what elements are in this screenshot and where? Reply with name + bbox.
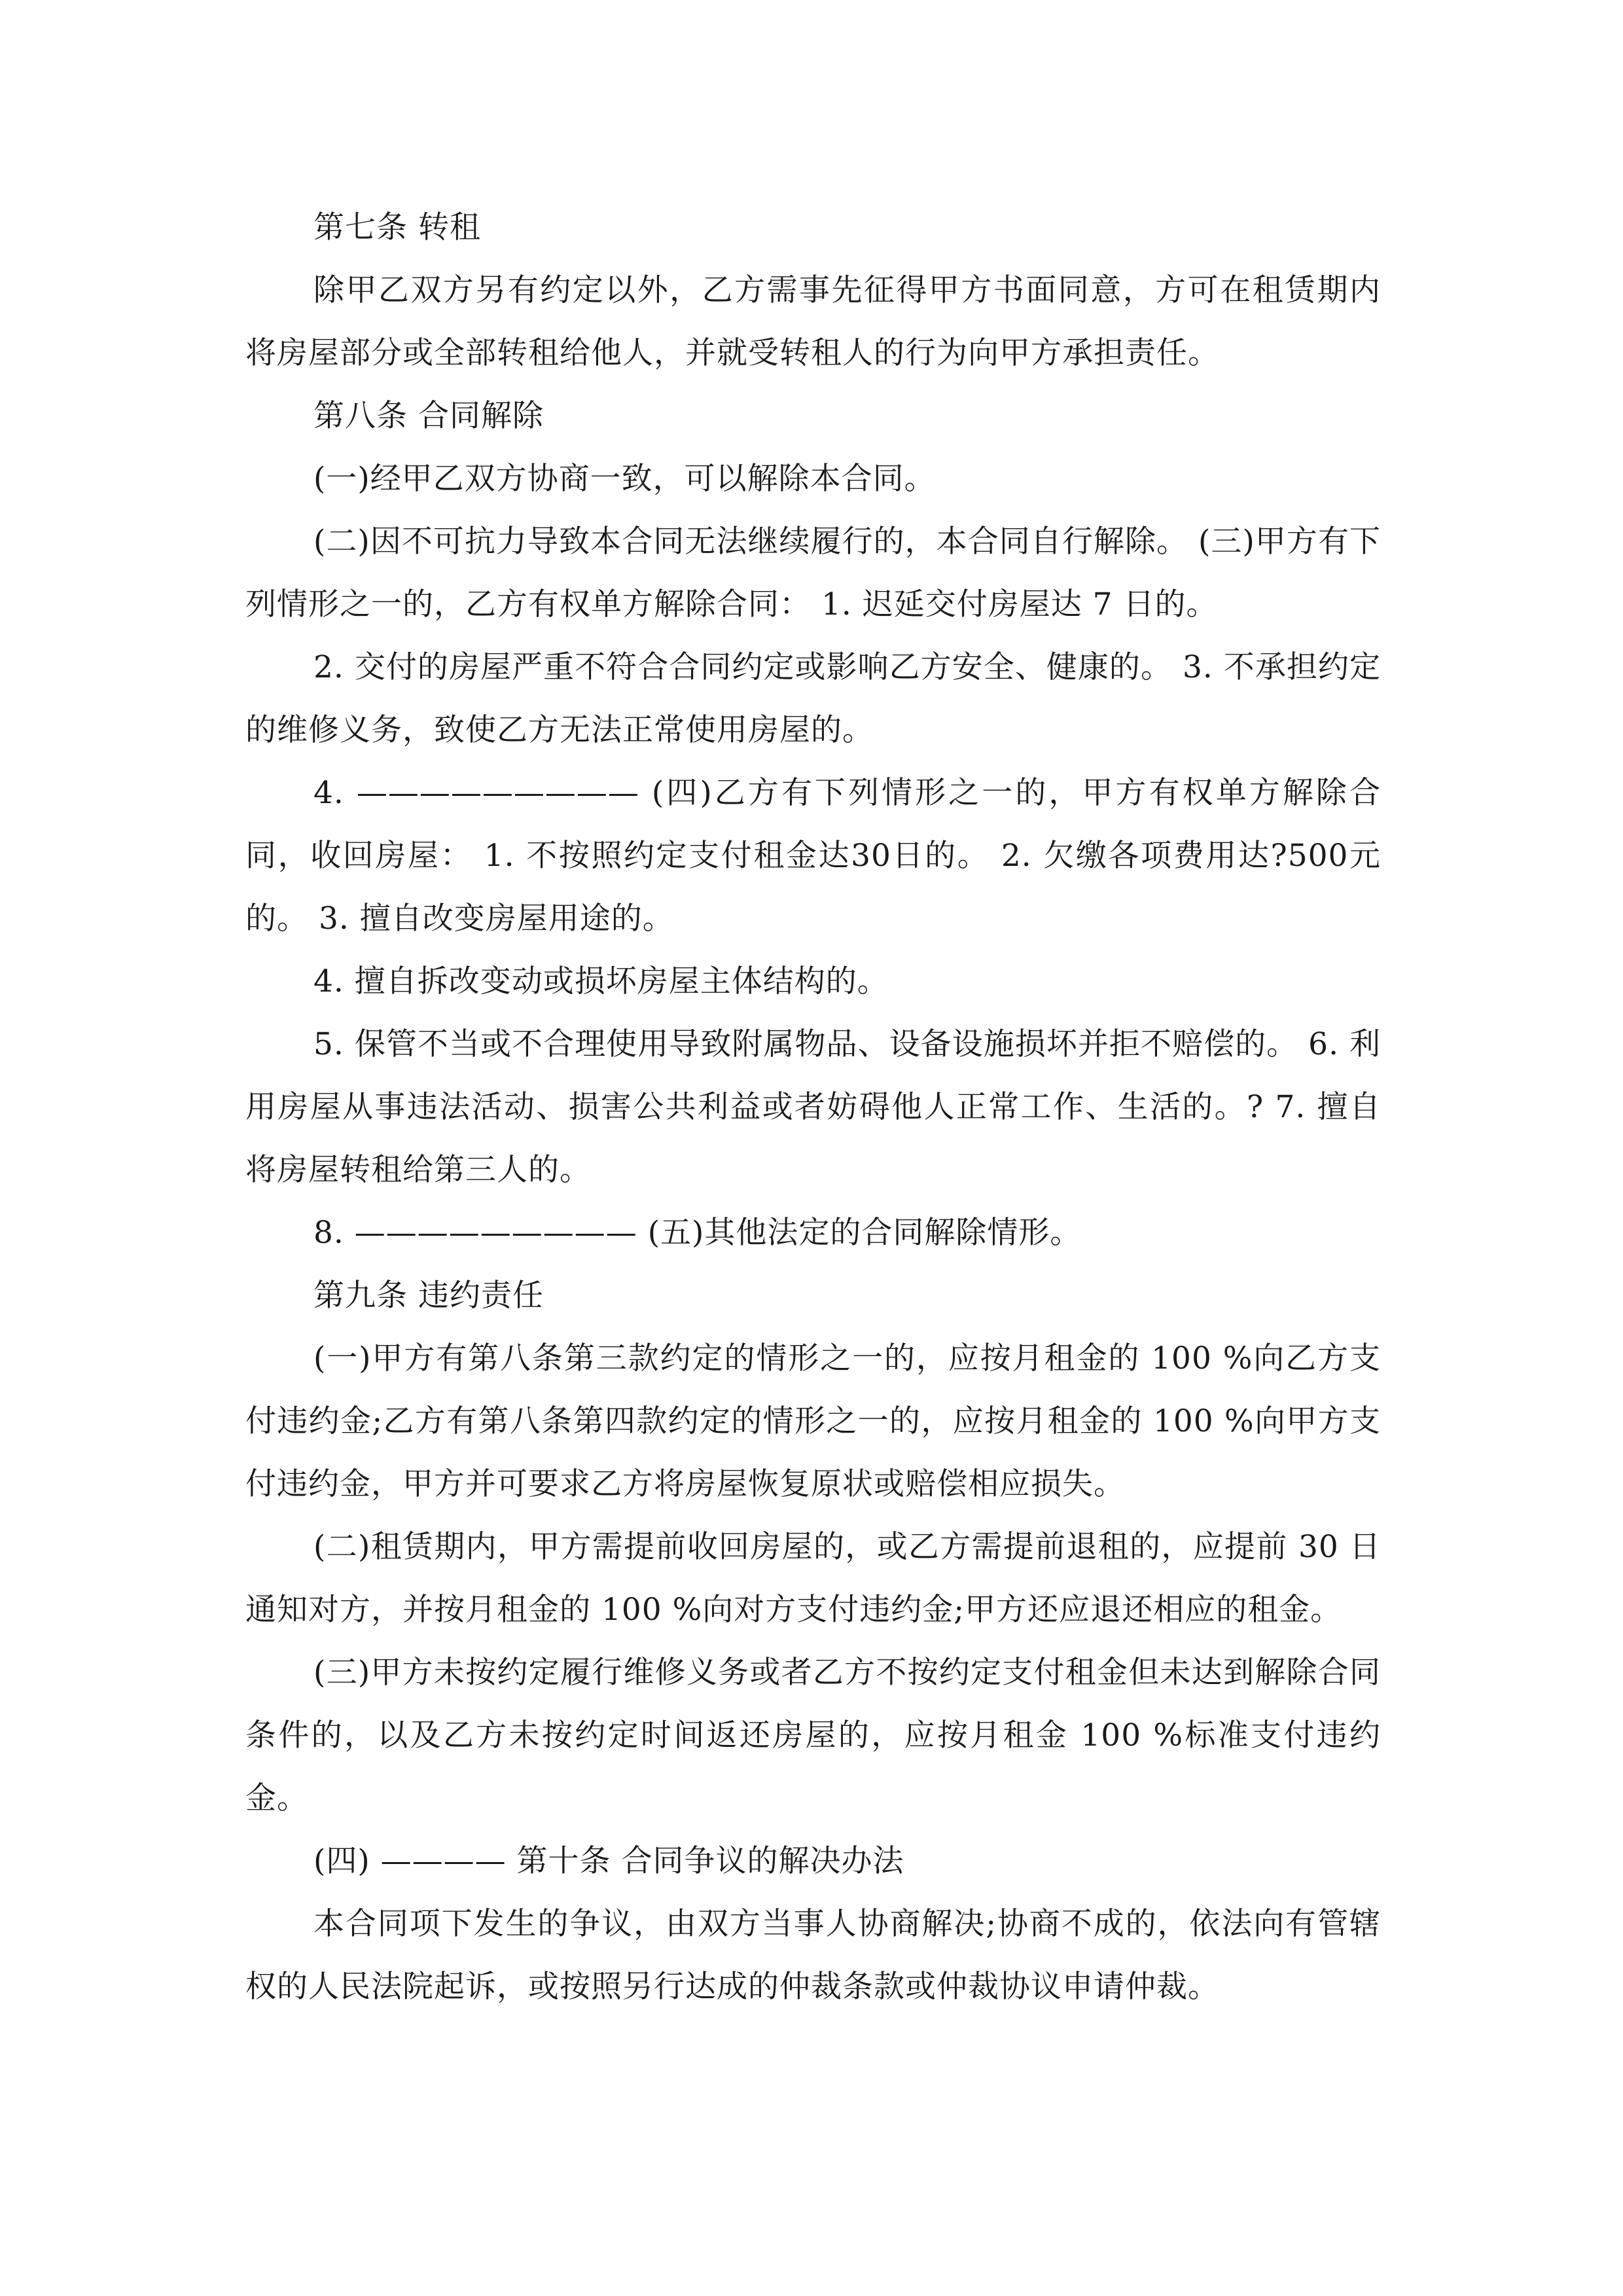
article-8-clause-4: 4. ————————— (四)乙方有下列情形之一的，甲方有权单方解除合同，收回房屋： 1. 不按照约定支付租金达30日的。 2. 欠缴各项费用达?500元的。 3. 擅自改变房屋用途的。 <box>245 775 1381 937</box>
article-9-clause-1: (一)甲方有第八条第三款约定的情形之一的，应按月租金的 100 %向乙方支付违约金;乙方有第八条第四款约定的情形之一的，应按月租金的 100 %向甲方支付违约金，甲方并可要求乙方将房屋恢复原状或赔偿相应损失。 <box>245 1340 1381 1502</box>
article-7-heading: 第七条 转租 <box>313 209 481 245</box>
article-8-clause-4-items-5-7: 5. 保管不当或不合理使用导致附属物品、设备设施损坏并拒不赔偿的。 6. 利用房屋从事违法活动、损害公共利益或者妨碍他人正常工作、生活的。? 7. 擅自将房屋转租给第三人的。 <box>245 1026 1381 1188</box>
article-8-clause-5: 8. ————————— (五)其他法定的合同解除情形。 <box>313 1215 1082 1251</box>
article-9-clause-3: (三)甲方未按约定履行维修义务或者乙方不按约定支付租金但未达到解除合同条件的，以及乙方未按约定时间返还房屋的，应按月租金 100 %标准支付违约金。 <box>245 1655 1381 1816</box>
article-10-heading: (四) ———— 第十条 合同争议的解决办法 <box>313 1843 904 1879</box>
article-8-clause-3-items: 2. 交付的房屋严重不符合合同约定或影响乙方安全、健康的。 3. 不承担约定的维修义务，致使乙方无法正常使用房屋的。 <box>245 649 1381 748</box>
article-8-heading: 第八条 合同解除 <box>313 398 544 434</box>
article-9-clause-2: (二)租赁期内，甲方需提前收回房屋的，或乙方需提前退租的，应提前 30 日通知对方，并按月租金的 100 %向对方支付违约金;甲方还应退还相应的租金。 <box>245 1529 1381 1628</box>
article-9-heading: 第九条 违约责任 <box>313 1278 544 1314</box>
article-8-clause-2-3: (二)因不可抗力导致本合同无法继续履行的，本合同自行解除。 (三)甲方有下列情形之一的，乙方有权单方解除合同： 1. 迟延交付房屋达 7 日的。 <box>245 524 1381 622</box>
document-body <box>245 196 1381 2018</box>
article-7-body: 除甲乙双方另有约定以外，乙方需事先征得甲方书面同意，方可在租赁期内将房屋部分或全部转租给他人，并就受转租人的行为向甲方承担责任。 <box>245 272 1381 371</box>
article-8-clause-4-item-4: 4. 擅自拆改变动或损坏房屋主体结构的。 <box>313 963 889 999</box>
article-8-clause-1: (一)经甲乙双方协商一致，可以解除本合同。 <box>313 461 936 497</box>
article-10-body: 本合同项下发生的争议，由双方当事人协商解决;协商不成的，依法向有管辖权的人民法院起诉，或按照另行达成的仲裁条款或仲裁协议申请仲裁。 <box>245 1906 1381 2005</box>
